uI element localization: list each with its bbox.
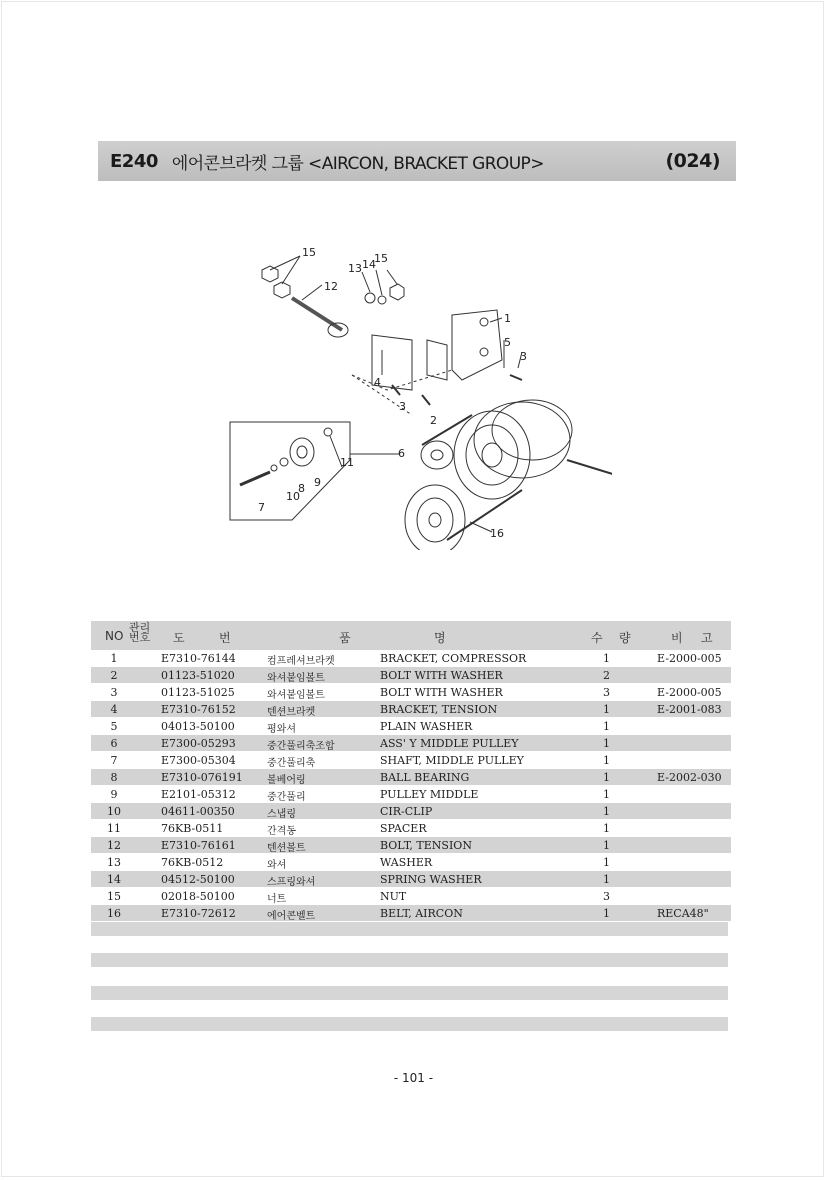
remark: RECA48" — [657, 907, 709, 920]
spring-washer-part — [365, 293, 375, 303]
header-mgmt-bottom: 번호 — [129, 631, 151, 644]
blank-row — [91, 986, 728, 1000]
callout-5: 5 — [504, 336, 511, 349]
table-row — [91, 684, 731, 701]
quantity: 1 — [603, 771, 610, 784]
inset-frame — [230, 422, 350, 520]
callout-8: 8 — [298, 482, 305, 495]
callout-12: 12 — [324, 280, 338, 293]
table-header — [91, 621, 731, 650]
quantity: 1 — [603, 839, 610, 852]
table-row — [91, 701, 731, 718]
header-mgmt — [129, 623, 150, 643]
nut-part — [274, 282, 290, 298]
table-row — [91, 871, 731, 888]
middle-pulley-part — [421, 441, 453, 469]
row-number: 12 — [107, 839, 121, 852]
english-name: BOLT, TENSION — [380, 839, 472, 852]
korean-name: 중간풀리 — [267, 792, 306, 803]
header-rem-a: 비 — [671, 631, 683, 645]
quantity: 1 — [603, 856, 610, 869]
table-row — [91, 752, 731, 769]
header-rem-b: 고 — [701, 631, 713, 645]
callout-10: 10 — [286, 490, 300, 503]
washer-part — [378, 296, 386, 304]
english-name: BELT, AIRCON — [380, 907, 463, 920]
part-number: 02018-50100 — [161, 890, 235, 903]
row-number: 2 — [110, 669, 118, 682]
row-number: 6 — [110, 737, 118, 750]
nut-part — [262, 266, 278, 282]
quantity: 3 — [603, 686, 610, 699]
header-name-a: 품 — [339, 631, 351, 645]
korean-name: 와셔붙임볼트 — [267, 690, 325, 701]
quantity: 3 — [603, 890, 610, 903]
row-number: 11 — [107, 822, 121, 835]
row-number: 16 — [107, 907, 121, 920]
english-name: ASS' Y MIDDLE PULLEY — [380, 737, 519, 750]
remark: E-2000-005 — [657, 686, 722, 699]
row-number: 15 — [107, 890, 121, 903]
table-row — [91, 786, 731, 803]
header-part-b: 번 — [219, 631, 231, 645]
remark: E-2001-083 — [657, 703, 722, 716]
header-mgmt-top: 관리 — [129, 621, 151, 634]
quantity: 1 — [603, 907, 610, 920]
callout-16: 16 — [490, 527, 504, 540]
blank-row — [91, 922, 728, 936]
korean-name: 중간풀리축조합 — [267, 741, 335, 752]
nut-part — [390, 284, 404, 300]
quantity: 1 — [603, 720, 610, 733]
section-code: E240 — [110, 150, 158, 172]
english-name: BOLT WITH WASHER — [380, 669, 503, 682]
quantity: 1 — [603, 737, 610, 750]
part-number: E7300-05304 — [161, 754, 236, 767]
section-page-ref: (024) — [665, 150, 720, 172]
callout-15b: 15 — [374, 252, 388, 265]
quantity: 1 — [603, 873, 610, 886]
table-row — [91, 803, 731, 820]
table-row — [91, 735, 731, 752]
inset-spacer-part — [324, 428, 332, 436]
korean-name: 텐션볼트 — [267, 843, 306, 854]
part-number: 04013-50100 — [161, 720, 235, 733]
part-number: 01123-51025 — [161, 686, 235, 699]
english-name: BRACKET, COMPRESSOR — [380, 652, 527, 665]
table-row — [91, 718, 731, 735]
part-number: E7310-76161 — [161, 839, 236, 852]
part-number: 04512-50100 — [161, 873, 235, 886]
table-row — [91, 650, 731, 667]
korean-name: 너트 — [267, 894, 287, 905]
callout-3: 3 — [520, 350, 527, 363]
english-name: SHAFT, MIDDLE PULLEY — [380, 754, 524, 767]
korean-name: 와셔붙임볼트 — [267, 673, 325, 684]
korean-name: 간격동 — [267, 826, 296, 837]
row-number: 8 — [110, 771, 118, 784]
tension-bolt-part — [292, 298, 342, 330]
quantity: 1 — [603, 788, 610, 801]
quantity: 1 — [603, 754, 610, 767]
part-number: 04611-00350 — [161, 805, 235, 818]
callout-2: 2 — [430, 414, 437, 427]
part-number: E7300-05293 — [161, 737, 236, 750]
table-row — [91, 888, 731, 905]
page-number: - 101 - — [393, 1071, 434, 1085]
callout-4: 4 — [374, 376, 381, 389]
part-number: 76KB-0512 — [161, 856, 224, 869]
remark: E-2002-030 — [657, 771, 722, 784]
callout-1: 1 — [504, 312, 511, 325]
english-name: NUT — [380, 890, 407, 903]
section-header — [98, 141, 736, 181]
callout-11: 11 — [340, 456, 354, 469]
part-number: E7310-076191 — [161, 771, 243, 784]
korean-name: 와셔 — [267, 860, 287, 871]
quantity: 1 — [603, 805, 610, 818]
row-number: 5 — [110, 720, 118, 733]
row-number: 4 — [110, 703, 118, 716]
callout-14: 14 — [362, 258, 376, 271]
header-name-b: 명 — [434, 631, 446, 645]
row-number: 14 — [107, 873, 121, 886]
exploded-parts-diagram — [222, 240, 612, 550]
bracket-plate-part — [427, 340, 447, 380]
blank-row — [91, 953, 728, 967]
korean-name: 스냅링 — [267, 809, 296, 820]
part-number: 01123-51020 — [161, 669, 235, 682]
row-number: 13 — [107, 856, 121, 869]
korean-name: 평와셔 — [267, 724, 296, 735]
callout-7: 7 — [258, 501, 265, 514]
header-qty-b: 량 — [619, 631, 631, 645]
callout-3b: 3 — [399, 400, 406, 413]
english-name: BALL BEARING — [380, 771, 470, 784]
row-number: 1 — [110, 652, 118, 665]
callout-15: 15 — [302, 246, 316, 259]
quantity: 1 — [603, 822, 610, 835]
korean-name: 볼베어링 — [267, 775, 306, 786]
english-name: PULLEY MIDDLE — [380, 788, 479, 801]
callout-6: 6 — [398, 447, 405, 460]
part-number: E2101-05312 — [161, 788, 236, 801]
row-number: 7 — [110, 754, 118, 767]
korean-name: 에어콘벨트 — [267, 911, 316, 922]
table-row — [91, 905, 731, 922]
part-number: 76KB-0511 — [161, 822, 224, 835]
english-name: BRACKET, TENSION — [380, 703, 498, 716]
compressor-pulley-part — [454, 411, 530, 499]
section-title: 에어콘브라켓 그룹 <AIRCON, BRACKET GROUP> — [171, 153, 544, 174]
header-part-a: 도 — [173, 631, 185, 645]
inset-shaft-part — [240, 472, 270, 485]
row-number: 9 — [110, 788, 118, 801]
english-name: CIR-CLIP — [380, 805, 433, 818]
callout-13: 13 — [348, 262, 362, 275]
korean-name: 중간풀리축 — [267, 758, 316, 769]
crank-pulley-part — [405, 485, 465, 550]
english-name: PLAIN WASHER — [380, 720, 473, 733]
part-number: E7310-72612 — [161, 907, 236, 920]
korean-name: 스프링와셔 — [267, 877, 316, 888]
callout-9: 9 — [314, 476, 321, 489]
english-name: SPACER — [380, 822, 427, 835]
english-name: SPRING WASHER — [380, 873, 482, 886]
quantity: 1 — [603, 703, 610, 716]
english-name: BOLT WITH WASHER — [380, 686, 503, 699]
header-qty-a: 수 — [591, 631, 603, 645]
table-row — [91, 667, 731, 684]
table-row — [91, 769, 731, 786]
part-number: E7310-76144 — [161, 652, 236, 665]
quantity: 1 — [603, 652, 610, 665]
part-number: E7310-76152 — [161, 703, 236, 716]
row-number: 10 — [107, 805, 121, 818]
quantity: 2 — [603, 669, 610, 682]
korean-name: 텐션브라켓 — [267, 707, 316, 718]
english-name: WASHER — [380, 856, 433, 869]
inset-pulley-part — [290, 438, 314, 466]
table-row — [91, 820, 731, 837]
aircon-belt-part — [422, 415, 522, 540]
remark: E-2000-005 — [657, 652, 722, 665]
table-row — [91, 837, 731, 854]
blank-row — [91, 1017, 728, 1031]
korean-name: 컴프레셔브라켓 — [267, 656, 335, 667]
row-number: 3 — [110, 686, 118, 699]
table-row — [91, 854, 731, 871]
parts-table — [91, 621, 731, 922]
header-no: NO — [105, 629, 124, 643]
